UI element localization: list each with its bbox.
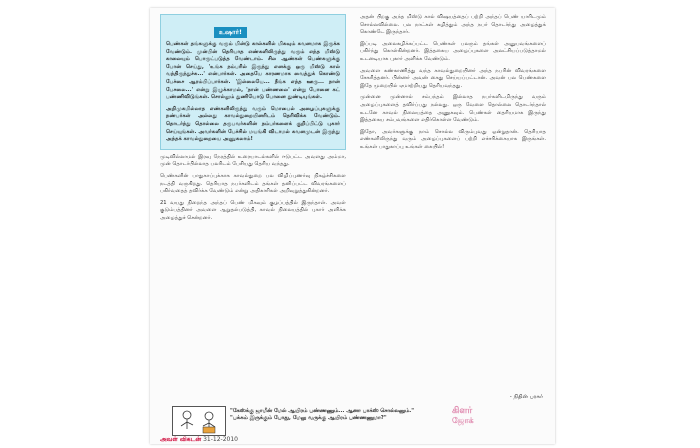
paragraph: முடிவில்லாமல் இரவு நேரத்தில் உரையாடல்களில் ஈடுபட்ட அவளது அம்மா, முன் தொடர்பில்லாத பலரிடம் பேசியது தெரிய வந்தது. — [160, 153, 346, 168]
warning-box — [160, 14, 346, 150]
warning-body: பெண்கள் தங்களுக்கு வரும் மின்டு கால்களில் மிகவும் கவனமாக இருக்க வேண்டும். முன்பின் தெரியாத எண்களிலிருந்து வரும் எந்த மிஸ்டு காலையும் பொருட்படுத்த வேண்டாம். சில ஆண்கள் பெண்களுக்கு போன் செய்து, 'உங்க நம்பரில் இருந்து எனக்கு ஒரு மிஸ்டு கால் வந்திருந்துச்சு...' என்பார்கள். அதையே காரணமாக வைத்துக் கொண்டு பேச்சை ஆரம்பிப்பார்கள். 'இல்லையே... நீங்க எந்த ஊரு... நான் பேசலை...' என்று இழுக்காமல், 'நான் பண்ணலை' என்று போனை கட் பண்ணிவிடுங்கள். சொல்லும் துணியோடு போனை துண்டியுங்கள். — [166, 41, 340, 101]
warning-title: உஷார்! — [214, 27, 247, 38]
paragraph: அதன் பிறகு அந்த மிஸ்டு கால் விஷயத்தைப் பற்றி அந்தப் பெண் யாரிடமும் சொல்லவில்லை. பல நாட்கள் கழித்தும் அந்த நபர் தொடர்ந்து அழைத்துக் கொண்டே இருந்தார். — [360, 14, 546, 36]
magazine-name: அவள் விகடன் — [160, 436, 202, 443]
paragraph: பெண்களின் பாதுகாப்புக்காக காவல்துறை பல விழிப்புணர்வு நிகழ்ச்சிகளை நடத்தி வருகிறது. தெரியாத நபர்களிடம் தங்கள் தனிப்பட்ட விவரங்களைப் பகிர்வதைத் தவிர்க்க வேண்டும் என்று அதிகாரிகள் அறிவுறுத்துகின்றனர். — [160, 172, 346, 195]
paragraph: அவளை கண்காணித்து வந்த காவல்துறையினர் அந்த நபரின் விவரங்களை சேகரித்தனர். பின்னர் அவன் கைது செய்யப்பட்டான். அவன் பல பெண்களை இதே முறையில் ஏமாற்றியது தெரியவந்தது. — [360, 67, 546, 89]
joke-line-2: "பக்கம் இருக்கும் போது, மேலு வருக்கு ஆயிரம் பண்ணணுமா?" — [230, 414, 387, 421]
brand-line-2: ஜோக் — [452, 416, 474, 425]
cartoon-icon — [173, 407, 225, 435]
paragraph: 21 வயது நிறைந்த அந்தப் பெண் மிகவும் குழப்பத்தில் இருந்தாள். அவள் குடும்பத்தினர் அவளை ஆறுதல்படுத்தி, காவல் நிலையத்தில் புகார் அளிக்க அழைத்துச் சென்றனர். — [160, 199, 346, 221]
joke-quotes — [230, 408, 440, 432]
warning-body-2: அறிமுகமில்லாத எண்களிலிருந்து வரும் மொபைல் அழைப்புகளுக்கு நண்பர்கள் அல்லது காவல்துறையினரிடம் தெரிவிக்க வேண்டும். தொடர்ந்து தொல்லை தருபவர்களின் நம்பர்களைக் குறிப்பிட்டு புகார் செய்யுங்கள். அவர்களின் பேச்சில் மயங்கி விடாமல் கவனமுடன் இருந்து அந்தக் காவல்துறையை அணுகலாம்! — [166, 105, 340, 143]
brand-line-1: கிளர் — [452, 406, 473, 416]
paragraph: முன்னை முன்னால் சம்பந்தம் இல்லாத நபர்களிடமிருந்து வரும் அழைப்புகளைத் தவிர்ப்பது நல்லது. ஒரு வேளை தொல்லை தொடர்ந்தால் உடனே காவல் நிலையத்தை அணுகவும். பெண்கள் தைரியமாக இருந்து இத்தகைய சம்பவங்களை எதிர்கொள்ள வேண்டும். — [360, 94, 546, 124]
joke-line-1: "கேஸ்க்கு ஜாமீன் மேல் ஆயிரம் பண்ணணும்... ஆனா பாக்ஸ் சொல்லனும்." — [230, 408, 415, 414]
paragraph: இதோ, அவர்களுக்கு நாம் சொல்ல விரும்புவது ஒன்றுதான். தெரியாத எண்களிலிருந்து வரும் அழைப்புகளைப் பற்றி எச்சரிக்கையாக இருங்கள். உங்கள் பாதுகாப்பு உங்கள் கையில்! — [360, 128, 546, 150]
issue-date: 31-12-2010 — [203, 436, 238, 443]
magazine-page — [150, 8, 555, 444]
page-footer — [160, 436, 238, 444]
right-column — [360, 14, 546, 384]
left-column — [160, 14, 346, 372]
paragraph: இப்படி அலைகழிக்கப்பட்ட பெண்கள் பலரும் தங்கள் அனுபவங்களைப் பகிர்ந்து கொள்கின்றனர். இத்தகைய அழைப்புகளை அலட்சியப்படுத்தாமல் உடனடியாக புகார் அளிக்க வேண்டும். — [360, 40, 546, 62]
author-signature: - நிதின் பரசுர் — [509, 394, 543, 400]
joke-brand — [452, 406, 507, 432]
joke-band — [152, 406, 552, 434]
cartoon-illustration — [172, 406, 226, 436]
